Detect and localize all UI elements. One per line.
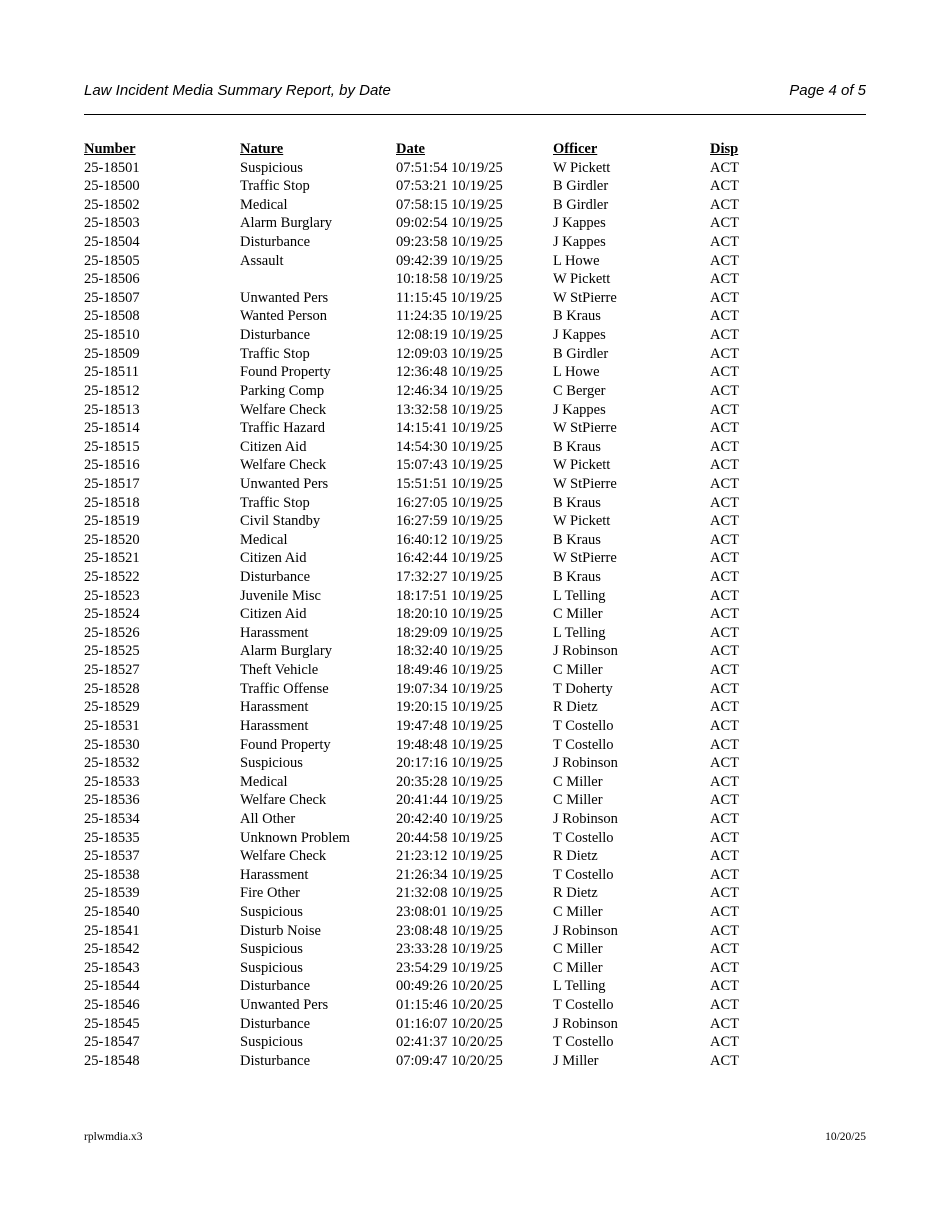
incident-officer: T Costello bbox=[553, 997, 614, 1014]
footer-report-code: rplwmdia.x3 bbox=[84, 1131, 143, 1143]
incident-nature: Medical bbox=[240, 773, 288, 790]
incident-disp: ACT bbox=[710, 1052, 739, 1069]
incident-date: 09:02:54 10/19/25 bbox=[396, 215, 503, 232]
incident-nature: Welfare Check bbox=[240, 848, 327, 865]
incident-date: 17:32:27 10/19/25 bbox=[396, 569, 503, 586]
incident-disp: ACT bbox=[710, 475, 739, 492]
incident-disp: ACT bbox=[710, 959, 739, 976]
incident-officer: C Miller bbox=[553, 662, 603, 679]
incident-nature: Traffic Offense bbox=[240, 680, 329, 697]
incident-officer: L Telling bbox=[553, 978, 606, 995]
incident-number: 25-18533 bbox=[84, 773, 140, 790]
incident-date: 07:53:21 10/19/25 bbox=[396, 178, 503, 195]
incident-officer: T Costello bbox=[553, 866, 614, 883]
incident-date: 18:20:10 10/19/25 bbox=[396, 606, 503, 623]
incident-disp: ACT bbox=[710, 308, 739, 325]
incident-nature: Suspicious bbox=[240, 959, 303, 976]
incident-number: 25-18505 bbox=[84, 252, 140, 269]
incident-date: 21:32:08 10/19/25 bbox=[396, 885, 503, 902]
incident-date: 16:27:05 10/19/25 bbox=[396, 494, 503, 511]
column-header-number: Number bbox=[84, 141, 136, 157]
incident-disp: ACT bbox=[710, 699, 739, 716]
incident-date: 16:27:59 10/19/25 bbox=[396, 513, 503, 530]
incident-disp: ACT bbox=[710, 903, 739, 920]
incident-number: 25-18518 bbox=[84, 494, 140, 511]
incident-officer: W Pickett bbox=[553, 457, 611, 474]
incident-nature: Medical bbox=[240, 196, 288, 213]
incident-date: 07:51:54 10/19/25 bbox=[396, 159, 503, 176]
incident-date: 07:09:47 10/20/25 bbox=[396, 1052, 503, 1069]
incident-nature: Disturbance bbox=[240, 1052, 311, 1069]
incident-number: 25-18536 bbox=[84, 792, 140, 809]
incident-officer: J Miller bbox=[553, 1052, 599, 1069]
incident-date: 19:47:48 10/19/25 bbox=[396, 717, 503, 734]
incident-nature: Unknown Problem bbox=[240, 829, 350, 846]
incident-nature: Unwanted Pers bbox=[240, 997, 329, 1014]
incident-disp: ACT bbox=[710, 401, 739, 418]
incident-disp: ACT bbox=[710, 494, 739, 511]
incident-officer: J Robinson bbox=[553, 922, 618, 939]
incident-nature: Unwanted Pers bbox=[240, 289, 329, 306]
incident-officer: L Howe bbox=[553, 252, 600, 269]
incident-disp: ACT bbox=[710, 587, 739, 604]
incident-number: 25-18541 bbox=[84, 922, 140, 939]
incident-nature: Civil Standby bbox=[240, 513, 321, 530]
incident-number: 25-18503 bbox=[84, 215, 140, 232]
incident-date: 07:58:15 10/19/25 bbox=[396, 196, 503, 213]
incident-officer: C Miller bbox=[553, 773, 603, 790]
incident-nature: Traffic Hazard bbox=[240, 420, 325, 437]
incident-number: 25-18532 bbox=[84, 755, 140, 772]
incident-number: 25-18525 bbox=[84, 643, 140, 660]
incident-nature: Harassment bbox=[240, 699, 309, 716]
footer-date: 10/20/25 bbox=[825, 1131, 866, 1143]
incident-officer: W Pickett bbox=[553, 271, 611, 288]
incident-nature: Welfare Check bbox=[240, 457, 327, 474]
incident-officer: W Pickett bbox=[553, 159, 611, 176]
incident-disp: ACT bbox=[710, 531, 739, 548]
incident-nature: Parking Comp bbox=[240, 382, 325, 399]
incident-date: 01:16:07 10/20/25 bbox=[396, 1015, 503, 1032]
incident-officer: C Miller bbox=[553, 941, 603, 958]
incident-date: 19:20:15 10/19/25 bbox=[396, 699, 503, 716]
incident-officer: W StPierre bbox=[553, 289, 617, 306]
incident-date: 10:18:58 10/19/25 bbox=[396, 271, 503, 288]
incident-date: 09:23:58 10/19/25 bbox=[396, 234, 503, 251]
incident-officer: L Telling bbox=[553, 587, 606, 604]
incident-date: 19:07:34 10/19/25 bbox=[396, 680, 503, 697]
incident-disp: ACT bbox=[710, 345, 739, 362]
incident-nature: Disturb Noise bbox=[240, 922, 321, 939]
incident-officer: W StPierre bbox=[553, 420, 617, 437]
incident-number: 25-18542 bbox=[84, 941, 140, 958]
incident-officer: T Costello bbox=[553, 829, 614, 846]
incident-date: 12:08:19 10/19/25 bbox=[396, 327, 503, 344]
incident-date: 15:07:43 10/19/25 bbox=[396, 457, 503, 474]
incident-number: 25-18500 bbox=[84, 178, 140, 195]
incident-disp: ACT bbox=[710, 215, 739, 232]
incident-date: 20:17:16 10/19/25 bbox=[396, 755, 503, 772]
incident-officer: B Kraus bbox=[553, 531, 601, 548]
incident-officer: R Dietz bbox=[553, 885, 598, 902]
incident-nature: Welfare Check bbox=[240, 401, 327, 418]
incident-disp: ACT bbox=[710, 717, 739, 734]
incident-officer: J Kappes bbox=[553, 401, 606, 418]
incident-officer: B Kraus bbox=[553, 569, 601, 586]
incident-number: 25-18527 bbox=[84, 662, 140, 679]
incident-number: 25-18545 bbox=[84, 1015, 140, 1032]
incident-officer: T Costello bbox=[553, 1034, 614, 1051]
incident-nature: Assault bbox=[240, 252, 284, 269]
incident-disp: ACT bbox=[710, 624, 739, 641]
incident-officer: W StPierre bbox=[553, 475, 617, 492]
incident-date: 15:51:51 10/19/25 bbox=[396, 475, 503, 492]
incident-disp: ACT bbox=[710, 252, 739, 269]
incident-disp: ACT bbox=[710, 680, 739, 697]
incident-officer: R Dietz bbox=[553, 699, 598, 716]
incident-date: 16:42:44 10/19/25 bbox=[396, 550, 503, 567]
incident-number: 25-18520 bbox=[84, 531, 140, 548]
incident-number: 25-18521 bbox=[84, 550, 140, 567]
incident-number: 25-18534 bbox=[84, 810, 140, 827]
incident-number: 25-18514 bbox=[84, 420, 140, 437]
incident-officer: B Kraus bbox=[553, 494, 601, 511]
incident-date: 21:26:34 10/19/25 bbox=[396, 866, 503, 883]
incident-date: 11:24:35 10/19/25 bbox=[396, 308, 503, 325]
incident-date: 23:08:01 10/19/25 bbox=[396, 903, 503, 920]
incident-disp: ACT bbox=[710, 159, 739, 176]
incident-nature: Citizen Aid bbox=[240, 606, 307, 623]
incident-disp: ACT bbox=[710, 1015, 739, 1032]
incident-nature: Disturbance bbox=[240, 569, 311, 586]
incident-number: 25-18523 bbox=[84, 587, 140, 604]
incident-number: 25-18526 bbox=[84, 624, 140, 641]
incident-officer: J Robinson bbox=[553, 755, 618, 772]
incident-officer: J Robinson bbox=[553, 810, 618, 827]
incident-disp: ACT bbox=[710, 234, 739, 251]
incident-officer: B Girdler bbox=[553, 345, 609, 362]
incident-officer: B Girdler bbox=[553, 196, 609, 213]
incident-officer: T Doherty bbox=[553, 680, 613, 697]
incident-nature: Theft Vehicle bbox=[240, 662, 319, 679]
incident-nature: Traffic Stop bbox=[240, 345, 310, 362]
incident-nature: Suspicious bbox=[240, 903, 303, 920]
incident-nature: Juvenile Misc bbox=[240, 587, 321, 604]
incident-date: 20:35:28 10/19/25 bbox=[396, 773, 503, 790]
incident-number: 25-18508 bbox=[84, 308, 140, 325]
incident-number: 25-18538 bbox=[84, 866, 140, 883]
incident-nature: Fire Other bbox=[240, 885, 300, 902]
incident-date: 14:15:41 10/19/25 bbox=[396, 420, 503, 437]
incident-number: 25-18504 bbox=[84, 234, 140, 251]
incident-number: 25-18517 bbox=[84, 475, 140, 492]
incident-nature: Citizen Aid bbox=[240, 438, 307, 455]
incident-date: 01:15:46 10/20/25 bbox=[396, 997, 503, 1014]
incident-disp: ACT bbox=[710, 569, 739, 586]
incident-disp: ACT bbox=[710, 643, 739, 660]
incident-number: 25-18522 bbox=[84, 569, 140, 586]
incident-number: 25-18531 bbox=[84, 717, 140, 734]
incident-nature: Wanted Person bbox=[240, 308, 328, 325]
incident-date: 00:49:26 10/20/25 bbox=[396, 978, 503, 995]
incident-officer: R Dietz bbox=[553, 848, 598, 865]
incident-number: 25-18510 bbox=[84, 327, 140, 344]
incident-disp: ACT bbox=[710, 978, 739, 995]
incident-date: 14:54:30 10/19/25 bbox=[396, 438, 503, 455]
incident-disp: ACT bbox=[710, 550, 739, 567]
incident-number: 25-18512 bbox=[84, 382, 140, 399]
incident-date: 13:32:58 10/19/25 bbox=[396, 401, 503, 418]
incident-number: 25-18519 bbox=[84, 513, 140, 530]
incident-date: 09:42:39 10/19/25 bbox=[396, 252, 503, 269]
incident-date: 18:49:46 10/19/25 bbox=[396, 662, 503, 679]
incident-officer: J Robinson bbox=[553, 1015, 618, 1032]
incident-disp: ACT bbox=[710, 810, 739, 827]
incident-nature: Welfare Check bbox=[240, 792, 327, 809]
incident-date: 18:29:09 10/19/25 bbox=[396, 624, 503, 641]
incident-nature: Found Property bbox=[240, 364, 331, 381]
incident-date: 12:09:03 10/19/25 bbox=[396, 345, 503, 362]
incident-nature: Suspicious bbox=[240, 755, 303, 772]
incident-date: 11:15:45 10/19/25 bbox=[396, 289, 503, 306]
incident-officer: C Miller bbox=[553, 959, 603, 976]
incident-disp: ACT bbox=[710, 364, 739, 381]
incident-nature: Traffic Stop bbox=[240, 178, 310, 195]
incident-officer: W Pickett bbox=[553, 513, 611, 530]
incident-nature: Alarm Burglary bbox=[240, 215, 332, 232]
incident-disp: ACT bbox=[710, 792, 739, 809]
incident-officer: C Miller bbox=[553, 606, 603, 623]
incident-disp: ACT bbox=[710, 420, 739, 437]
incident-officer: J Kappes bbox=[553, 234, 606, 251]
incident-number: 25-18506 bbox=[84, 271, 140, 288]
incident-officer: C Miller bbox=[553, 903, 603, 920]
incident-disp: ACT bbox=[710, 736, 739, 753]
incident-nature: Suspicious bbox=[240, 1034, 303, 1051]
incident-number: 25-18546 bbox=[84, 997, 140, 1014]
incident-number: 25-18528 bbox=[84, 680, 140, 697]
incident-date: 02:41:37 10/20/25 bbox=[396, 1034, 503, 1051]
incident-officer: T Costello bbox=[553, 736, 614, 753]
column-header-officer: Officer bbox=[553, 141, 598, 157]
incident-number: 25-18529 bbox=[84, 699, 140, 716]
incident-nature: Harassment bbox=[240, 866, 309, 883]
incident-number: 25-18511 bbox=[84, 364, 140, 381]
incident-disp: ACT bbox=[710, 866, 739, 883]
incident-date: 20:41:44 10/19/25 bbox=[396, 792, 503, 809]
incident-number: 25-18515 bbox=[84, 438, 140, 455]
incident-number: 25-18539 bbox=[84, 885, 140, 902]
incident-number: 25-18547 bbox=[84, 1034, 140, 1051]
incident-number: 25-18524 bbox=[84, 606, 140, 623]
incident-date: 20:44:58 10/19/25 bbox=[396, 829, 503, 846]
incident-officer: L Telling bbox=[553, 624, 606, 641]
incident-date: 12:36:48 10/19/25 bbox=[396, 364, 503, 381]
incident-disp: ACT bbox=[710, 382, 739, 399]
incident-disp: ACT bbox=[710, 289, 739, 306]
incident-officer: B Kraus bbox=[553, 438, 601, 455]
incident-number: 25-18548 bbox=[84, 1052, 140, 1069]
incident-officer: J Kappes bbox=[553, 215, 606, 232]
incident-nature: Citizen Aid bbox=[240, 550, 307, 567]
incident-disp: ACT bbox=[710, 848, 739, 865]
incident-number: 25-18513 bbox=[84, 401, 140, 418]
incident-disp: ACT bbox=[710, 997, 739, 1014]
incident-nature: Harassment bbox=[240, 717, 309, 734]
incident-nature: Harassment bbox=[240, 624, 309, 641]
incident-nature: Traffic Stop bbox=[240, 494, 310, 511]
incident-disp: ACT bbox=[710, 457, 739, 474]
incident-officer: T Costello bbox=[553, 717, 614, 734]
incident-date: 16:40:12 10/19/25 bbox=[396, 531, 503, 548]
incident-disp: ACT bbox=[710, 178, 739, 195]
column-header-date: Date bbox=[396, 141, 425, 157]
incident-officer: W StPierre bbox=[553, 550, 617, 567]
incident-disp: ACT bbox=[710, 941, 739, 958]
incident-officer: B Girdler bbox=[553, 178, 609, 195]
incident-nature: Disturbance bbox=[240, 327, 311, 344]
incident-disp: ACT bbox=[710, 438, 739, 455]
incident-disp: ACT bbox=[710, 196, 739, 213]
incident-nature: Suspicious bbox=[240, 159, 303, 176]
incident-number: 25-18501 bbox=[84, 159, 140, 176]
incident-disp: ACT bbox=[710, 327, 739, 344]
incident-officer: C Berger bbox=[553, 382, 606, 399]
incident-officer: J Robinson bbox=[553, 643, 618, 660]
incident-disp: ACT bbox=[710, 922, 739, 939]
incident-number: 25-18507 bbox=[84, 289, 140, 306]
incident-number: 25-18509 bbox=[84, 345, 140, 362]
incident-disp: ACT bbox=[710, 755, 739, 772]
incident-date: 21:23:12 10/19/25 bbox=[396, 848, 503, 865]
incident-date: 19:48:48 10/19/25 bbox=[396, 736, 503, 753]
incident-officer: J Kappes bbox=[553, 327, 606, 344]
incident-disp: ACT bbox=[710, 1034, 739, 1051]
incident-nature: Unwanted Pers bbox=[240, 475, 329, 492]
incident-officer: B Kraus bbox=[553, 308, 601, 325]
column-header-nature: Nature bbox=[240, 141, 284, 157]
incident-number: 25-18516 bbox=[84, 457, 140, 474]
incident-officer: L Howe bbox=[553, 364, 600, 381]
incident-disp: ACT bbox=[710, 662, 739, 679]
page-number: Page 4 of 5 bbox=[789, 82, 866, 99]
incident-nature: Alarm Burglary bbox=[240, 643, 332, 660]
incident-number: 25-18535 bbox=[84, 829, 140, 846]
incident-date: 23:54:29 10/19/25 bbox=[396, 959, 503, 976]
incident-disp: ACT bbox=[710, 829, 739, 846]
incident-date: 18:32:40 10/19/25 bbox=[396, 643, 503, 660]
incident-date: 18:17:51 10/19/25 bbox=[396, 587, 503, 604]
incident-nature: Suspicious bbox=[240, 941, 303, 958]
incident-nature: Medical bbox=[240, 531, 288, 548]
incident-number: 25-18502 bbox=[84, 196, 140, 213]
incident-disp: ACT bbox=[710, 606, 739, 623]
incident-date: 23:08:48 10/19/25 bbox=[396, 922, 503, 939]
incident-disp: ACT bbox=[710, 271, 739, 288]
incident-number: 25-18540 bbox=[84, 903, 140, 920]
incident-nature: All Other bbox=[240, 810, 296, 827]
incident-number: 25-18530 bbox=[84, 736, 140, 753]
incident-nature: Disturbance bbox=[240, 1015, 311, 1032]
incident-number: 25-18537 bbox=[84, 848, 140, 865]
incident-number: 25-18543 bbox=[84, 959, 140, 976]
incident-disp: ACT bbox=[710, 513, 739, 530]
report-title: Law Incident Media Summary Report, by Date bbox=[84, 82, 391, 99]
incident-nature: Disturbance bbox=[240, 234, 311, 251]
incident-nature: Disturbance bbox=[240, 978, 311, 995]
incident-officer: C Miller bbox=[553, 792, 603, 809]
incident-nature: Found Property bbox=[240, 736, 331, 753]
incident-disp: ACT bbox=[710, 773, 739, 790]
incident-date: 20:42:40 10/19/25 bbox=[396, 810, 503, 827]
incident-disp: ACT bbox=[710, 885, 739, 902]
header-divider bbox=[84, 114, 866, 115]
incident-date: 12:46:34 10/19/25 bbox=[396, 382, 503, 399]
incident-number: 25-18544 bbox=[84, 978, 140, 995]
column-header-disp: Disp bbox=[710, 141, 739, 157]
incident-date: 23:33:28 10/19/25 bbox=[396, 941, 503, 958]
